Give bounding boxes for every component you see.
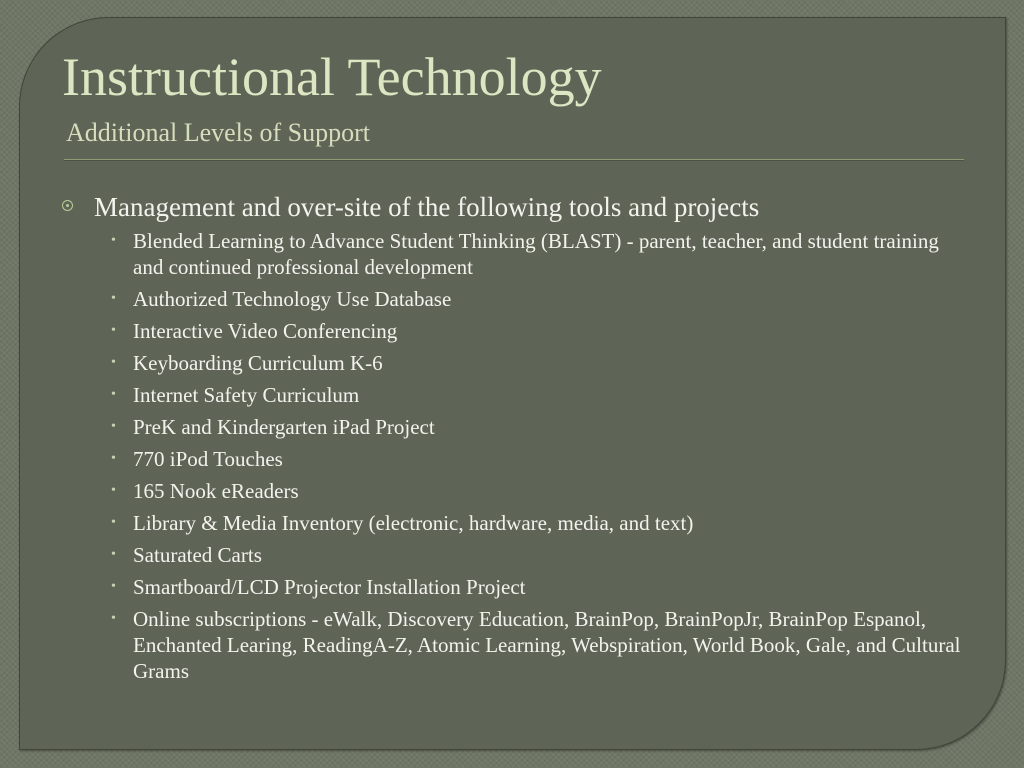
- list-item: [60, 318, 970, 344]
- list-item: [60, 478, 970, 504]
- list-item-text: Interactive Video Conferencing: [133, 319, 398, 343]
- dot-bullet-icon: •: [111, 451, 116, 466]
- list-item: [60, 228, 970, 280]
- target-circle-icon: [62, 200, 73, 211]
- slide-subtitle: Additional Levels of Support: [66, 118, 371, 147]
- list-item: [60, 414, 970, 440]
- list-item-text: Saturated Carts: [133, 543, 262, 567]
- dot-bullet-icon: •: [111, 233, 116, 248]
- list-item: [60, 510, 970, 536]
- slide-content: [60, 190, 970, 690]
- dot-bullet-icon: •: [111, 387, 116, 402]
- list-item: [60, 286, 970, 312]
- dot-bullet-icon: •: [111, 515, 116, 530]
- dot-bullet-icon: •: [111, 323, 116, 338]
- list-item-text: Library & Media Inventory (electronic, hardware, media, and text): [133, 511, 694, 535]
- dot-bullet-icon: •: [111, 483, 116, 498]
- main-bullet-item: [60, 190, 970, 224]
- dot-bullet-icon: •: [111, 419, 116, 434]
- dot-bullet-icon: •: [111, 547, 116, 562]
- title-divider: [64, 159, 964, 161]
- list-item-text: Blended Learning to Advance Student Thinking (BLAST) - parent, teacher, and student training and continued professional development: [133, 229, 939, 279]
- dot-bullet-icon: •: [111, 291, 116, 306]
- list-item: [60, 382, 970, 408]
- main-bullet-text: Management and over-site of the following tools and projects: [94, 192, 760, 222]
- list-item-text: Authorized Technology Use Database: [133, 287, 452, 311]
- list-item: [60, 542, 970, 568]
- dot-bullet-icon: •: [111, 611, 116, 626]
- dot-bullet-icon: •: [111, 579, 116, 594]
- list-item-text: Online subscriptions - eWalk, Discovery Education, BrainPop, BrainPopJr, BrainPop Espanol, Enchanted Learing, ReadingA-Z, Atomic Learning, Webspiration, World Book, Gale, and Cultural Grams: [133, 607, 961, 683]
- list-item-text: Internet Safety Curriculum: [133, 383, 360, 407]
- list-item-text: 165 Nook eReaders: [133, 479, 299, 503]
- list-item: [60, 606, 970, 684]
- list-item-text: Smartboard/LCD Projector Installation Project: [133, 575, 526, 599]
- list-item-text: 770 iPod Touches: [133, 447, 283, 471]
- list-item-text: PreK and Kindergarten iPad Project: [133, 415, 435, 439]
- list-item: [60, 574, 970, 600]
- slide-title: Instructional Technology: [62, 47, 602, 107]
- list-item: [60, 446, 970, 472]
- list-item-text: Keyboarding Curriculum K-6: [133, 351, 383, 375]
- dot-bullet-icon: •: [111, 355, 116, 370]
- list-item: [60, 350, 970, 376]
- sub-bullet-list: [60, 228, 970, 684]
